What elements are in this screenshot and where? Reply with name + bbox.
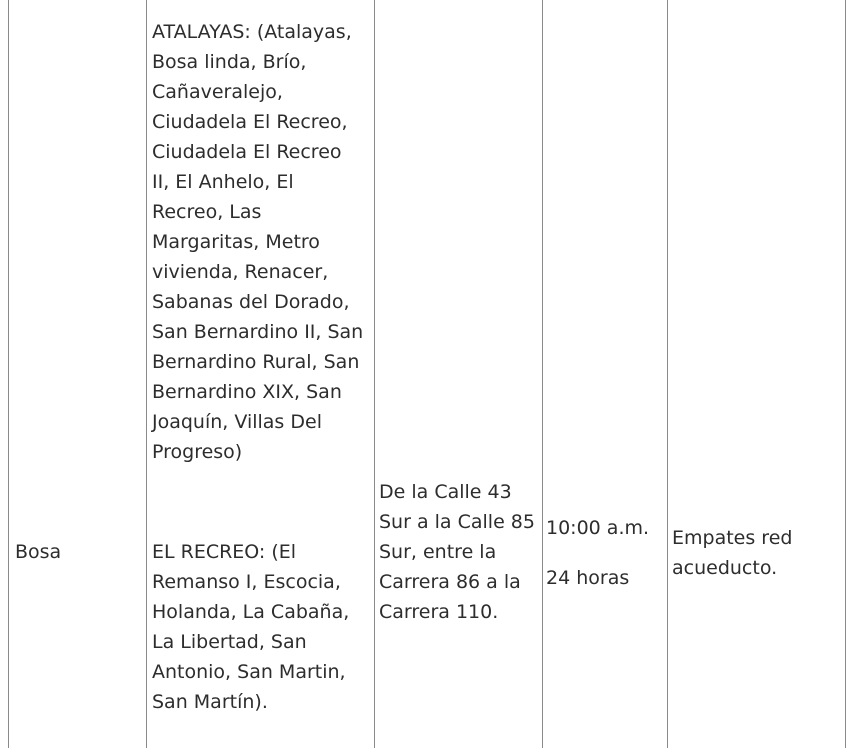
column-sector xyxy=(374,0,543,748)
start-time-cell: 10:00 a.m. xyxy=(546,517,650,539)
neighborhoods-group-el-recreo: EL RECREO: (El Remanso I, Escocia, Holanda, La Cabaña, La Libertad, San Antonio, San Martin, San Martín). xyxy=(152,541,350,713)
column-locality xyxy=(9,0,147,748)
locality-cell: Bosa xyxy=(15,541,62,563)
sector-cell: De la Calle 43 Sur a la Calle 85 Sur, entre la Carrera 86 a la Carrera 110. xyxy=(379,481,535,623)
column-neighborhoods xyxy=(146,0,375,748)
outage-table xyxy=(8,0,846,748)
neighborhoods-group-atalayas: ATALAYAS: (Atalayas, Bosa linda, Brío, Cañaveralejo, Ciudadela El Recreo, Ciudadela El Recreo II, El Anhelo, El Recreo, Las Margaritas, Metro vivienda, Renacer, Sabanas del Dorado, San Bernardino II, San Bernardino Rural, San Bernardino XIX, San Joaquín, Villas Del Progreso) xyxy=(152,21,364,463)
duration-cell: 24 horas xyxy=(546,567,630,589)
reason-cell: Empates red acueducto. xyxy=(672,527,793,579)
column-reason xyxy=(667,0,847,748)
column-time xyxy=(542,0,668,748)
